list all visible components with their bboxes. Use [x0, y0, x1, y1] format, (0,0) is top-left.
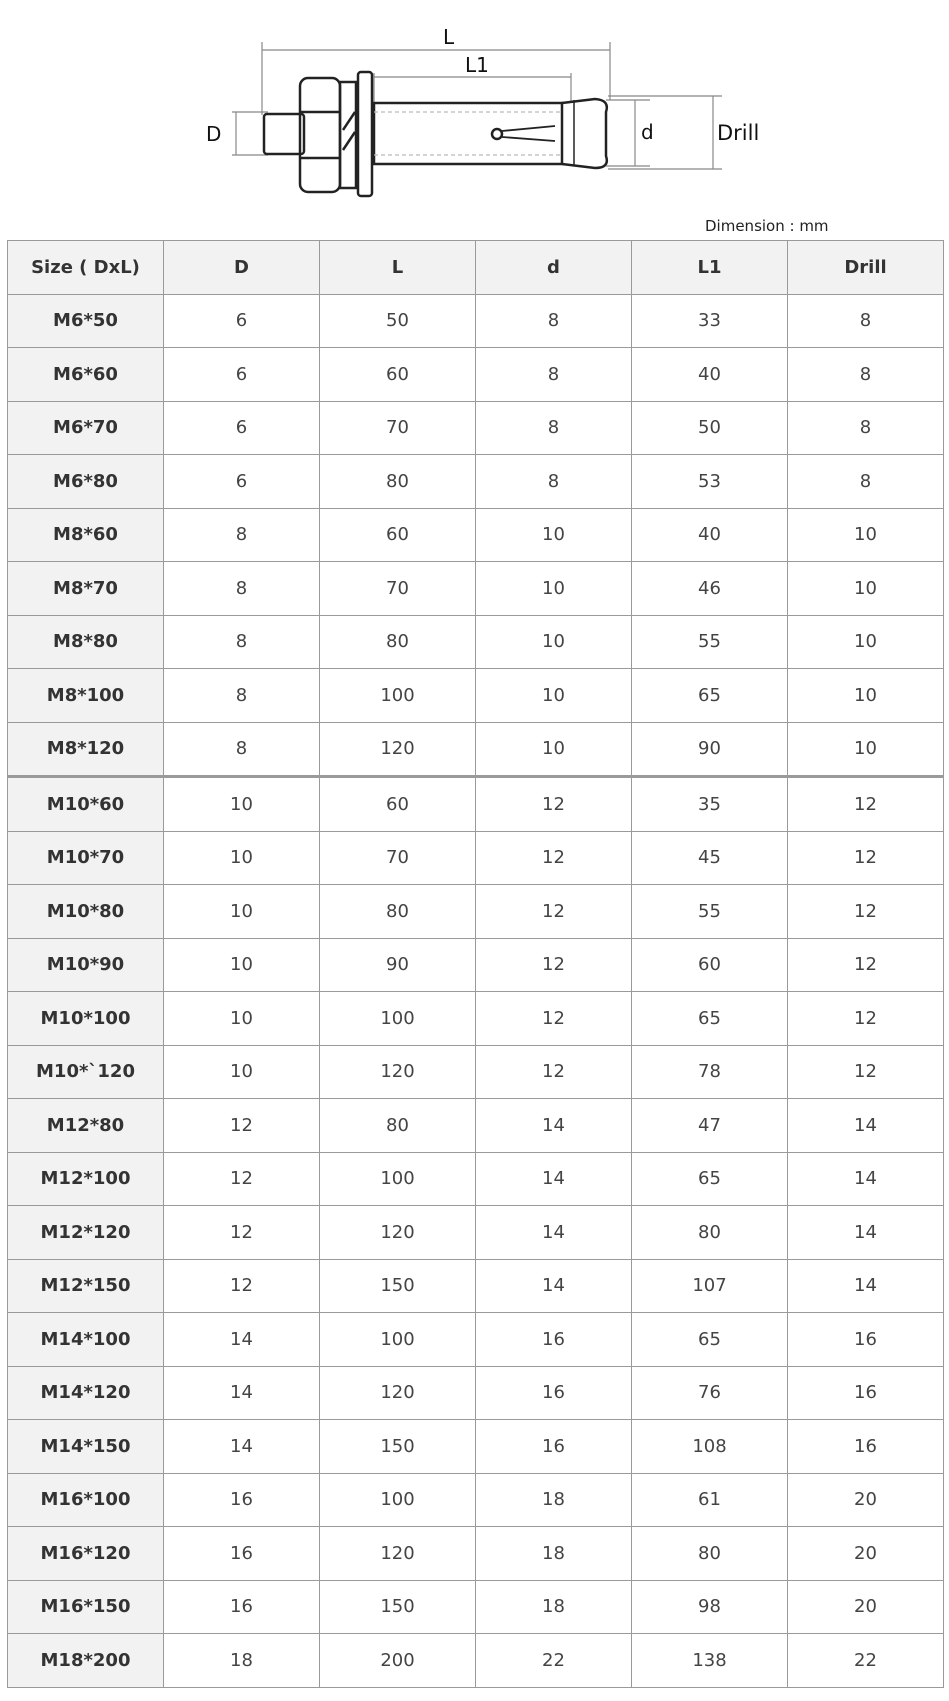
cell-L1: 55: [632, 885, 788, 939]
cell-L: 70: [320, 831, 476, 885]
cell-size: M16*100: [8, 1473, 164, 1527]
label-drill: Drill: [717, 121, 760, 145]
cell-size: M18*200: [8, 1634, 164, 1688]
table-row: [8, 1366, 944, 1420]
cell-D: 14: [164, 1313, 320, 1367]
cell-L: 120: [320, 1527, 476, 1581]
bolt-drawing: [264, 72, 607, 196]
cell-drill: 14: [788, 1152, 944, 1206]
cell-drill: 10: [788, 615, 944, 669]
cell-D: 12: [164, 1206, 320, 1260]
cell-size: M8*80: [8, 615, 164, 669]
cell-d: 14: [476, 1152, 632, 1206]
table-row: [8, 1152, 944, 1206]
cell-D: 10: [164, 992, 320, 1046]
cell-d: 14: [476, 1099, 632, 1153]
cell-L: 80: [320, 1099, 476, 1153]
cell-L1: 108: [632, 1420, 788, 1474]
cell-size: M10*100: [8, 992, 164, 1046]
cell-L1: 76: [632, 1366, 788, 1420]
cell-L: 100: [320, 992, 476, 1046]
cell-L: 200: [320, 1634, 476, 1688]
cell-L1: 55: [632, 615, 788, 669]
cell-d: 10: [476, 562, 632, 616]
cell-size: M12*150: [8, 1259, 164, 1313]
label-L: L: [443, 25, 455, 49]
cell-size: M12*100: [8, 1152, 164, 1206]
cell-d: 8: [476, 294, 632, 348]
size-table: [7, 240, 944, 1688]
cell-size: M6*50: [8, 294, 164, 348]
dimension-unit-note: Dimension : mm: [705, 217, 829, 235]
cell-size: M12*120: [8, 1206, 164, 1260]
cell-drill: 12: [788, 831, 944, 885]
table-header-row: [8, 241, 944, 295]
cell-D: 6: [164, 401, 320, 455]
cell-drill: 12: [788, 992, 944, 1046]
cell-drill: 8: [788, 294, 944, 348]
cell-size: M8*120: [8, 722, 164, 777]
cell-drill: 22: [788, 1634, 944, 1688]
cell-drill: 14: [788, 1099, 944, 1153]
table-row: [8, 669, 944, 723]
table-row: [8, 1634, 944, 1688]
label-L1: L1: [465, 53, 489, 77]
cell-drill: 12: [788, 885, 944, 939]
cell-L1: 78: [632, 1045, 788, 1099]
cell-L1: 65: [632, 992, 788, 1046]
cell-size: M6*70: [8, 401, 164, 455]
cell-d: 10: [476, 508, 632, 562]
cell-D: 6: [164, 294, 320, 348]
cell-size: M14*100: [8, 1313, 164, 1367]
cell-D: 8: [164, 615, 320, 669]
cell-drill: 20: [788, 1527, 944, 1581]
header-size: Size ( DxL): [8, 241, 164, 295]
cell-drill: 8: [788, 455, 944, 509]
cell-d: 10: [476, 615, 632, 669]
cell-drill: 16: [788, 1313, 944, 1367]
label-D: D: [206, 122, 222, 146]
table-row: [8, 562, 944, 616]
cell-D: 8: [164, 508, 320, 562]
cell-L1: 40: [632, 348, 788, 402]
table-row: [8, 885, 944, 939]
cell-L1: 138: [632, 1634, 788, 1688]
header-L: L: [320, 241, 476, 295]
cell-d: 8: [476, 348, 632, 402]
table-row: [8, 294, 944, 348]
cell-L1: 35: [632, 777, 788, 832]
table-row: [8, 777, 944, 832]
cell-D: 18: [164, 1634, 320, 1688]
cell-L1: 98: [632, 1580, 788, 1634]
header-D: D: [164, 241, 320, 295]
table-row: [8, 1580, 944, 1634]
cell-D: 6: [164, 455, 320, 509]
cell-drill: 10: [788, 562, 944, 616]
cell-D: 12: [164, 1099, 320, 1153]
cell-D: 10: [164, 1045, 320, 1099]
cell-L: 90: [320, 938, 476, 992]
table-row: [8, 1420, 944, 1474]
cell-size: M12*80: [8, 1099, 164, 1153]
cell-d: 12: [476, 885, 632, 939]
dimension-D: [232, 112, 268, 155]
cell-L: 150: [320, 1580, 476, 1634]
cell-drill: 14: [788, 1206, 944, 1260]
dimension-L1: [374, 73, 571, 103]
table-row: [8, 348, 944, 402]
cell-D: 12: [164, 1259, 320, 1313]
cell-drill: 12: [788, 1045, 944, 1099]
cell-D: 10: [164, 938, 320, 992]
cell-L: 80: [320, 615, 476, 669]
cell-size: M16*120: [8, 1527, 164, 1581]
table-row: [8, 508, 944, 562]
cell-D: 10: [164, 777, 320, 832]
cell-L: 60: [320, 508, 476, 562]
table-row: [8, 938, 944, 992]
cell-d: 12: [476, 1045, 632, 1099]
table-row: [8, 1473, 944, 1527]
cell-D: 16: [164, 1527, 320, 1581]
cell-L1: 53: [632, 455, 788, 509]
cell-L1: 107: [632, 1259, 788, 1313]
table-row: [8, 1527, 944, 1581]
cell-d: 10: [476, 669, 632, 723]
cell-drill: 16: [788, 1366, 944, 1420]
table-row: [8, 401, 944, 455]
cell-L: 80: [320, 455, 476, 509]
cell-L1: 80: [632, 1527, 788, 1581]
cell-d: 12: [476, 992, 632, 1046]
cell-drill: 8: [788, 348, 944, 402]
cell-size: M10*90: [8, 938, 164, 992]
cell-size: M10*70: [8, 831, 164, 885]
cell-L: 100: [320, 1152, 476, 1206]
cell-d: 12: [476, 831, 632, 885]
cell-d: 10: [476, 722, 632, 777]
cell-L: 100: [320, 1473, 476, 1527]
cell-d: 12: [476, 777, 632, 832]
cell-L: 50: [320, 294, 476, 348]
cell-D: 8: [164, 669, 320, 723]
cell-size: M14*150: [8, 1420, 164, 1474]
cell-L1: 40: [632, 508, 788, 562]
cell-L1: 60: [632, 938, 788, 992]
table-row: [8, 722, 944, 777]
cell-D: 6: [164, 348, 320, 402]
table-row: [8, 455, 944, 509]
table-row: [8, 831, 944, 885]
cell-drill: 10: [788, 508, 944, 562]
cell-D: 14: [164, 1366, 320, 1420]
cell-L: 80: [320, 885, 476, 939]
cell-d: 18: [476, 1473, 632, 1527]
header-d: d: [476, 241, 632, 295]
cell-d: 8: [476, 401, 632, 455]
cell-L: 70: [320, 401, 476, 455]
cell-L1: 47: [632, 1099, 788, 1153]
anchor-bolt-diagram: [0, 0, 949, 210]
cell-size: M8*70: [8, 562, 164, 616]
dimension-drill: [608, 96, 722, 169]
cell-d: 14: [476, 1206, 632, 1260]
cell-d: 8: [476, 455, 632, 509]
cell-drill: 20: [788, 1580, 944, 1634]
table-row: [8, 1099, 944, 1153]
cell-d: 18: [476, 1527, 632, 1581]
header-drill: Drill: [788, 241, 944, 295]
cell-drill: 20: [788, 1473, 944, 1527]
cell-size: M8*100: [8, 669, 164, 723]
cell-L: 150: [320, 1259, 476, 1313]
cell-size: M16*150: [8, 1580, 164, 1634]
cell-L: 120: [320, 1366, 476, 1420]
cell-D: 10: [164, 885, 320, 939]
cell-L: 100: [320, 669, 476, 723]
cell-D: 16: [164, 1580, 320, 1634]
table-row: [8, 1313, 944, 1367]
cell-drill: 16: [788, 1420, 944, 1474]
cell-d: 16: [476, 1420, 632, 1474]
cell-d: 16: [476, 1366, 632, 1420]
cell-size: M8*60: [8, 508, 164, 562]
cell-size: M6*60: [8, 348, 164, 402]
cell-L: 70: [320, 562, 476, 616]
cell-L1: 45: [632, 831, 788, 885]
cell-L: 60: [320, 777, 476, 832]
cell-D: 16: [164, 1473, 320, 1527]
cell-L1: 50: [632, 401, 788, 455]
cell-d: 22: [476, 1634, 632, 1688]
cell-drill: 12: [788, 938, 944, 992]
cell-size: M10*`120: [8, 1045, 164, 1099]
cell-L: 120: [320, 722, 476, 777]
cell-drill: 14: [788, 1259, 944, 1313]
cell-drill: 10: [788, 669, 944, 723]
table-row: [8, 1045, 944, 1099]
cell-size: M14*120: [8, 1366, 164, 1420]
cell-drill: 12: [788, 777, 944, 832]
cell-L1: 33: [632, 294, 788, 348]
cell-L1: 61: [632, 1473, 788, 1527]
table-row: [8, 992, 944, 1046]
cell-L1: 90: [632, 722, 788, 777]
cell-L1: 46: [632, 562, 788, 616]
table-row: [8, 615, 944, 669]
cell-L1: 65: [632, 669, 788, 723]
cell-D: 8: [164, 722, 320, 777]
cell-D: 12: [164, 1152, 320, 1206]
cell-L: 120: [320, 1045, 476, 1099]
cell-L1: 65: [632, 1313, 788, 1367]
cell-size: M6*80: [8, 455, 164, 509]
table-row: [8, 1206, 944, 1260]
header-L1: L1: [632, 241, 788, 295]
cell-L: 150: [320, 1420, 476, 1474]
cell-d: 12: [476, 938, 632, 992]
table-row: [8, 1259, 944, 1313]
cell-L1: 80: [632, 1206, 788, 1260]
label-d: d: [641, 120, 654, 144]
cell-D: 10: [164, 831, 320, 885]
cell-D: 14: [164, 1420, 320, 1474]
cell-L: 100: [320, 1313, 476, 1367]
cell-d: 18: [476, 1580, 632, 1634]
cell-D: 8: [164, 562, 320, 616]
cell-size: M10*60: [8, 777, 164, 832]
cell-d: 14: [476, 1259, 632, 1313]
cell-drill: 10: [788, 722, 944, 777]
cell-L: 120: [320, 1206, 476, 1260]
cell-d: 16: [476, 1313, 632, 1367]
cell-size: M10*80: [8, 885, 164, 939]
cell-drill: 8: [788, 401, 944, 455]
cell-L: 60: [320, 348, 476, 402]
cell-L1: 65: [632, 1152, 788, 1206]
